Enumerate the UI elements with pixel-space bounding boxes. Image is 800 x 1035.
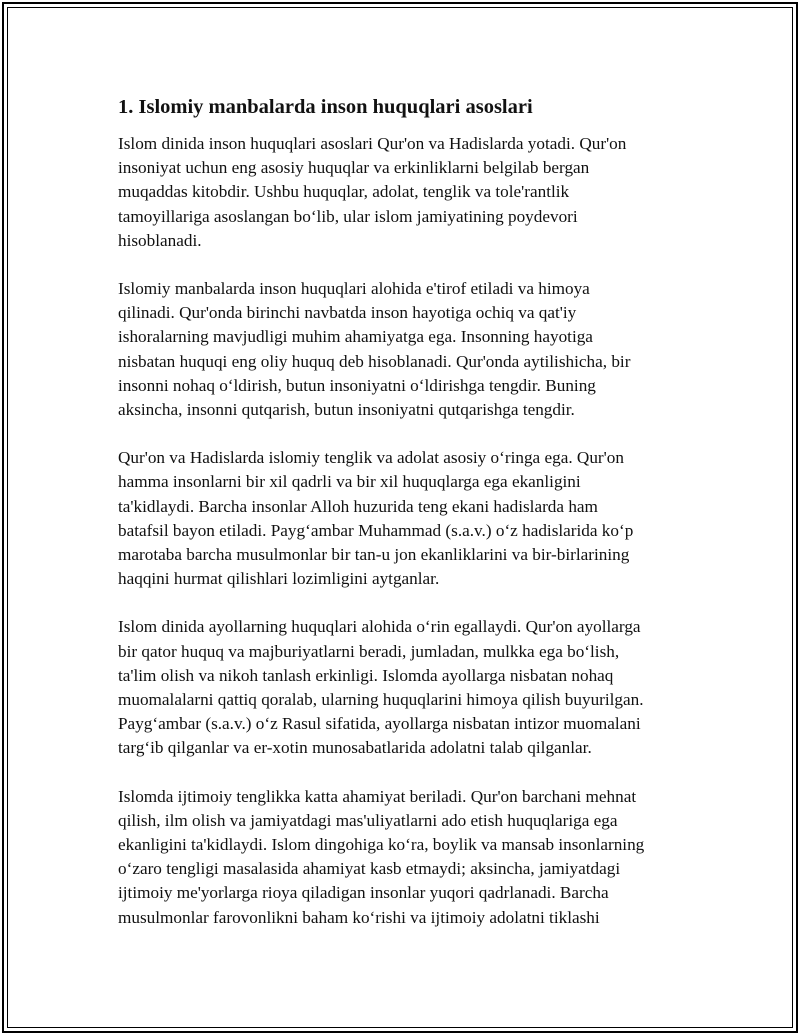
text-line: musulmonlar farovonlikni baham koʻrishi va ijtimoiy adolatni tiklashi — [118, 907, 600, 927]
text-line: hisoblanadi. — [118, 230, 202, 250]
text-line: Islomda ijtimoiy tenglikka katta ahamiyat beriladi. Qur'on barchani mehnat — [118, 786, 637, 806]
text-line: aksincha, insonni qutqarish, butun insoniyatni qutqarishga tengdir. — [118, 400, 575, 420]
text-line: Islomiy manbalarda inson huquqlari alohida e'tirof etiladi va himoya — [118, 279, 590, 299]
paragraph-2 — [118, 277, 688, 422]
paragraph-4 — [118, 615, 688, 760]
text-line: insoniyat uchun eng asosiy huquqlar va erkinliklarni belgilab bergan — [118, 158, 590, 178]
text-line: insonni nohaq oʻldirish, butun insoniyatni oʻldirishga tengdir. Buning — [118, 375, 596, 395]
text-line: oʻzaro tengligi masalasida ahamiyat kasb etmaydi; aksincha, jamiyatdagi — [118, 859, 621, 879]
paragraph-1 — [118, 132, 688, 253]
text-line: Paygʻambar (s.a.v.) oʻz Rasul sifatida, ayollarga nisbatan intizor muomalani — [118, 714, 641, 734]
text-line: Islom dinida ayollarning huquqlari alohida oʻrin egallaydi. Qur'on ayollarga — [118, 617, 641, 637]
text-line: haqqini hurmat qilishlari lozimligini aytganlar. — [118, 569, 440, 589]
text-line: nisbatan huquqi eng oliy huquq deb hisoblanadi. Qur'onda aytilishicha, bir — [118, 351, 631, 371]
text-line: ta'kidlaydi. Barcha insonlar Alloh huzurida teng ekani hadislarda ham — [118, 496, 598, 516]
text-line: Qur'on va Hadislarda islomiy tenglik va adolat asosiy oʻringa ega. Qur'on — [118, 448, 624, 468]
text-line: qilinadi. Qur'onda birinchi navbatda inson hayotiga ochiq va qat'iy — [118, 303, 577, 323]
text-line: marotaba barcha musulmonlar bir tan-u jon ekanliklarini va bir-birlarining — [118, 545, 630, 565]
text-line: ta'lim olish va nikoh tanlash erkinligi. Islomda ayollarga nisbatan nohaq — [118, 665, 614, 685]
section-heading: 1. Islomiy manbalarda inson huquqlari asoslari — [118, 96, 533, 118]
text-line: ekanligini ta'kidlaydi. Islom dingohiga koʻra, boylik va mansab insonlarning — [118, 835, 645, 855]
text-line: tamoyillariga asoslangan boʻlib, ular islom jamiyatining poydevori — [118, 206, 578, 226]
text-line: ishoralarning mavjudligi muhim ahamiyatga ega. Insonning hayotiga — [118, 327, 593, 347]
text-line: muqaddas kitobdir. Ushbu huquqlar, adolat, tenglik va tole'rantlik — [118, 182, 570, 202]
paragraph-5 — [118, 785, 688, 930]
text-line: Islom dinida inson huquqlari asoslari Qur'on va Hadislarda yotadi. Qur'on — [118, 134, 627, 153]
text-line: ijtimoiy me'yorlarga rioya qiladigan insonlar yuqori qadrlanadi. Barcha — [118, 883, 609, 903]
paragraph-3 — [118, 446, 688, 591]
text-line: qilish, ilm olish va jamiyatdagi mas'uliyatlarni ado etish huquqlariga ega — [118, 810, 618, 830]
text-line: hamma insonlarni bir xil qadrli va bir xil huquqlarga ega ekanligini — [118, 472, 581, 492]
text-line: bir qator huquq va majburiyatlarni beradi, jumladan, mulkka ega boʻlish, — [118, 641, 620, 661]
text-line: batafsil bayon etiladi. Paygʻambar Muhammad (s.a.v.) oʻz hadislarida koʻp — [118, 520, 634, 540]
text-line: targʻib qilganlar va er-xotin munosabatlarida adolatni talab qilganlar. — [118, 738, 592, 758]
text-line: muomalalarni qattiq qoralab, ularning huquqlarini himoya qilish buyurilgan. — [118, 690, 644, 710]
document-body — [118, 94, 688, 954]
